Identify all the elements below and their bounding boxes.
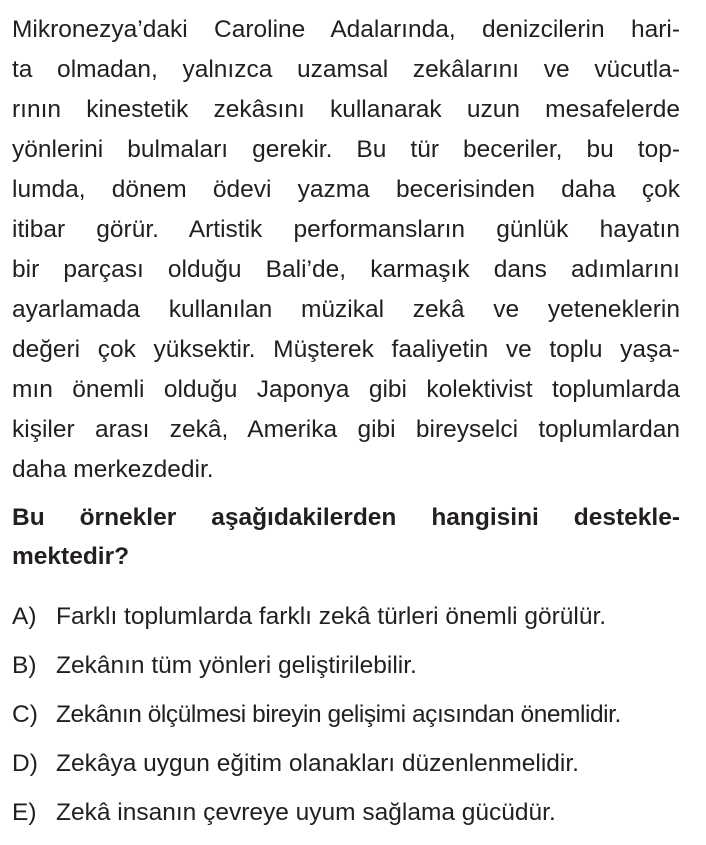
passage-line: değeri çok yüksektir. Müşterek faaliyetin ve toplu yaşa- <box>12 336 680 363</box>
answer-option-c[interactable] <box>12 690 692 739</box>
passage-line: rının kinestetik zekâsını kullanarak uzun mesafelerde <box>12 96 680 123</box>
question-stem <box>12 498 680 576</box>
option-text: Zekâ insanın çevreye uyum sağlama gücüdür. <box>56 798 556 826</box>
passage-line: itibar görür. Artistik performansların günlük hayatın <box>12 216 680 243</box>
answer-option-b[interactable] <box>12 641 692 690</box>
passage-line: ta olmadan, yalnızca uzamsal zekâlarını ve vücutla- <box>12 56 680 83</box>
passage-paragraph <box>12 10 680 490</box>
passage-line: yönlerini bulmaları gerekir. Bu tür beceriler, bu top- <box>12 136 680 163</box>
option-letter: A) <box>12 602 37 630</box>
passage-line: Mikronezya’daki Caroline Adalarında, denizcilerin hari- <box>12 16 680 43</box>
passage-line: daha merkezdedir. <box>12 456 214 483</box>
question-line: Bu örnekler aşağıdakilerden hangisini destekle- <box>12 504 680 531</box>
answer-option-a[interactable] <box>12 592 692 641</box>
passage-line: ayarlamada kullanılan müzikal zekâ ve yeteneklerin <box>12 296 680 323</box>
passage-line: kişiler arası zekâ, Amerika gibi bireyselci toplumlardan <box>12 416 680 443</box>
passage-line: bir parçası olduğu Bali’de, karmaşık dans adımlarını <box>12 256 680 283</box>
option-text: Zekânın ölçülmesi bireyin gelişimi açısından önemlidir. <box>56 700 621 728</box>
passage-line: lumda, dönem ödevi yazma becerisinden daha çok <box>12 176 680 203</box>
option-letter: D) <box>12 749 38 777</box>
option-letter: E) <box>12 798 37 826</box>
answer-option-d[interactable] <box>12 739 692 788</box>
option-text: Zekâya uygun eğitim olanakları düzenlenmelidir. <box>56 749 579 777</box>
question-line: mektedir? <box>12 543 130 570</box>
passage-line: mın önemli olduğu Japonya gibi kolektivist toplumlarda <box>12 376 680 403</box>
option-text: Zekânın tüm yönleri geliştirilebilir. <box>56 651 417 679</box>
answer-option-e[interactable] <box>12 788 692 837</box>
option-text: Farklı toplumlarda farklı zekâ türleri önemli görülür. <box>56 602 607 630</box>
option-letter: C) <box>12 700 38 728</box>
answer-options <box>12 592 692 837</box>
option-letter: B) <box>12 651 37 679</box>
